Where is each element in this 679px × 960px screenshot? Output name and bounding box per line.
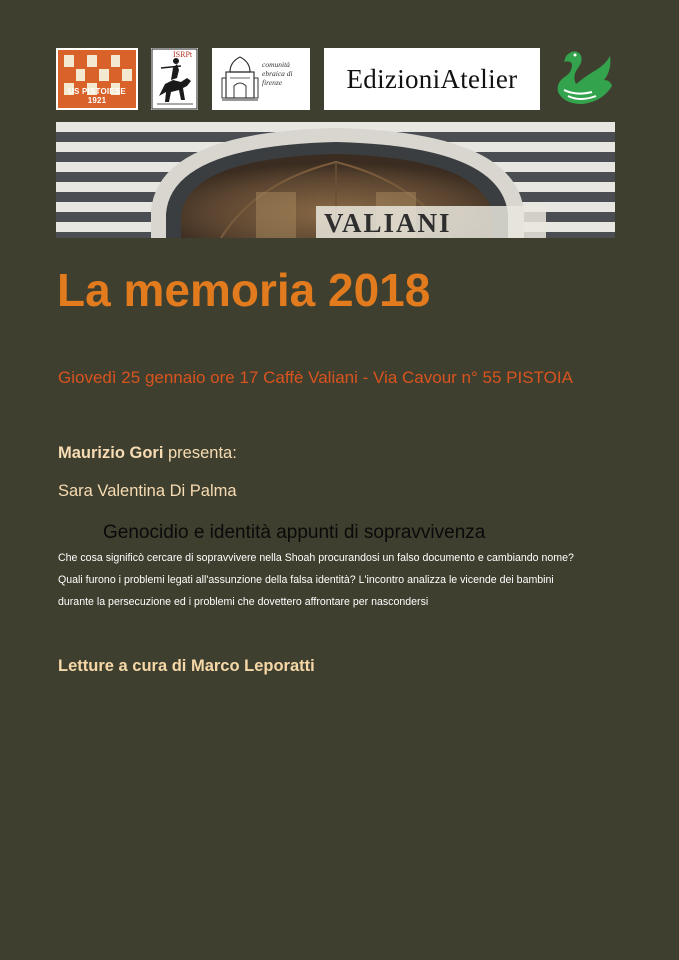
us-pistoiese-label: US PISTOIESE 1921 <box>68 87 126 105</box>
presenter-name: Maurizio Gori <box>58 444 164 462</box>
synagogue-icon <box>220 54 260 104</box>
speaker-name: Sara Valentina Di Palma <box>58 482 237 500</box>
edizioni-atelier-label: EdizioniAtelier <box>346 63 518 94</box>
presenter-line <box>58 444 237 463</box>
description-line: durante la persecuzione ed i problemi che dovettero affrontare per nascondersi <box>58 596 429 608</box>
green-swan-icon <box>552 46 615 112</box>
swan-logo <box>552 46 615 112</box>
us-pistoiese-logo <box>56 48 138 110</box>
isrpt-logo <box>151 48 198 110</box>
edizioni-atelier-logo <box>324 48 540 110</box>
comunita-label: comunità ebraica di firenze <box>262 60 293 87</box>
poster-title: La memoria 2018 <box>57 264 431 316</box>
banner-word: VALIANI <box>324 208 452 238</box>
event-details: Giovedì 25 gennaio ore 17 Caffè Valiani - Via Cavour n° 55 PISTOIA <box>58 368 573 387</box>
readings-credit: Letture a cura di Marco Leporatti <box>58 657 315 675</box>
valiani-banner <box>56 122 615 238</box>
isrpt-label: ISRPt <box>173 50 193 59</box>
description-line: Che cosa significò cercare di sopravvivere nella Shoah procurandosi un falso documento e cambiando nome? <box>58 552 574 564</box>
description-line: Quali furono i problemi legati all'assunzione della falsa identità? L'incontro analizza le vicende dei bambini <box>58 574 554 586</box>
event-description <box>58 547 648 613</box>
presenter-suffix: presenta: <box>163 444 237 462</box>
comunita-ebraica-logo <box>212 48 310 110</box>
book-title: Genocidio e identità appunti di sopravvivenza <box>103 522 486 543</box>
